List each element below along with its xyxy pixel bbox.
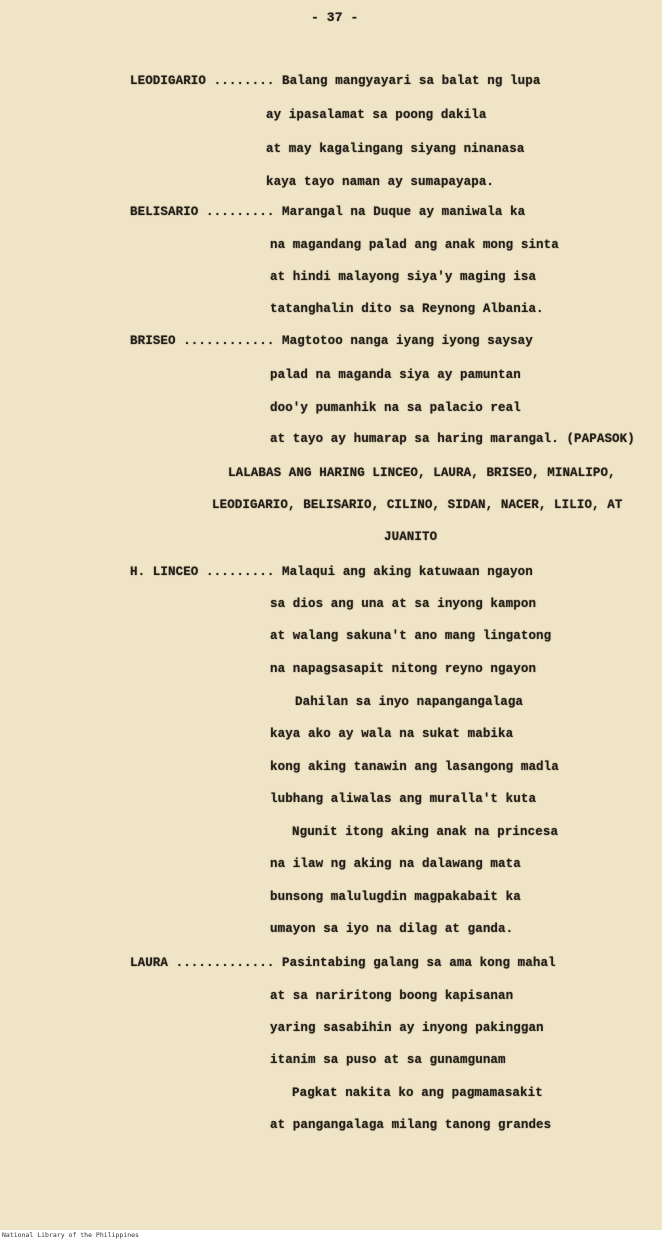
text-line: palad na maganda siya ay pamuntan	[270, 368, 521, 382]
text-line: na magandang palad ang anak mong sinta	[270, 238, 559, 252]
text-line: kaya tayo naman ay sumapayapa.	[266, 175, 495, 189]
text-line: at sa nariritong boong kapisanan	[270, 989, 514, 1003]
text-line: sa dios ang una at sa inyong kampon	[270, 597, 537, 611]
text-line: tatanghalin dito sa Reynong Albania.	[270, 302, 544, 316]
text-line: na napagsasapit nitong reyno ngayon	[270, 662, 537, 676]
footer-credit: National Library of the Philippines	[2, 1231, 139, 1239]
text-line: BRISEO ............ Magtotoo nanga iyang iyong saysay	[130, 334, 533, 348]
text-line: LAURA ............. Pasintabing galang sa ama kong mahal	[130, 956, 556, 970]
text-line: ay ipasalamat sa poong dakila	[266, 108, 487, 122]
text-line: bunsong malulugdin magpakabait ka	[270, 890, 521, 904]
text-line: Ngunit itong aking anak na princesa	[292, 825, 559, 839]
text-line: LEODIGARIO ........ Balang mangyayari sa balat ng lupa	[130, 74, 541, 88]
text-line: LALABAS ANG HARING LINCEO, LAURA, BRISEO, MINALIPO,	[228, 466, 616, 480]
text-line: at pangangalaga milang tanong grandes	[270, 1118, 552, 1132]
text-line: LEODIGARIO, BELISARIO, CILINO, SIDAN, NACER, LILIO, AT	[212, 498, 623, 512]
text-line: doo'y pumanhik na sa palacio real	[270, 401, 521, 415]
text-line: lubhang aliwalas ang muralla't kuta	[270, 792, 537, 806]
page-number: - 37 -	[311, 10, 359, 25]
text-line: Pagkat nakita ko ang pagmamasakit	[292, 1086, 543, 1100]
text-line: at hindi malayong siya'y maging isa	[270, 270, 537, 284]
text-line: at may kagalingang siyang ninanasa	[266, 142, 525, 156]
text-line: at tayo ay humarap sa haring marangal. (PAPASOK)	[270, 432, 635, 446]
text-line: Dahilan sa inyo napangangalaga	[295, 695, 524, 709]
text-line: JUANITO	[384, 530, 438, 544]
text-line: at walang sakuna't ano mang lingatong	[270, 629, 552, 643]
text-line: itanim sa puso at sa gunamgunam	[270, 1053, 506, 1067]
text-line: H. LINCEO ......... Malaqui ang aking katuwaan ngayon	[130, 565, 533, 579]
text-line: yaring sasabihin ay inyong pakinggan	[270, 1021, 544, 1035]
text-line: kaya ako ay wala na sukat mabika	[270, 727, 514, 741]
text-line: kong aking tanawin ang lasangong madla	[270, 760, 559, 774]
text-line: umayon sa iyo na dilag at ganda.	[270, 922, 514, 936]
text-line: BELISARIO ......... Marangal na Duque ay maniwala ka	[130, 205, 526, 219]
text-line: na ilaw ng aking na dalawang mata	[270, 857, 521, 871]
